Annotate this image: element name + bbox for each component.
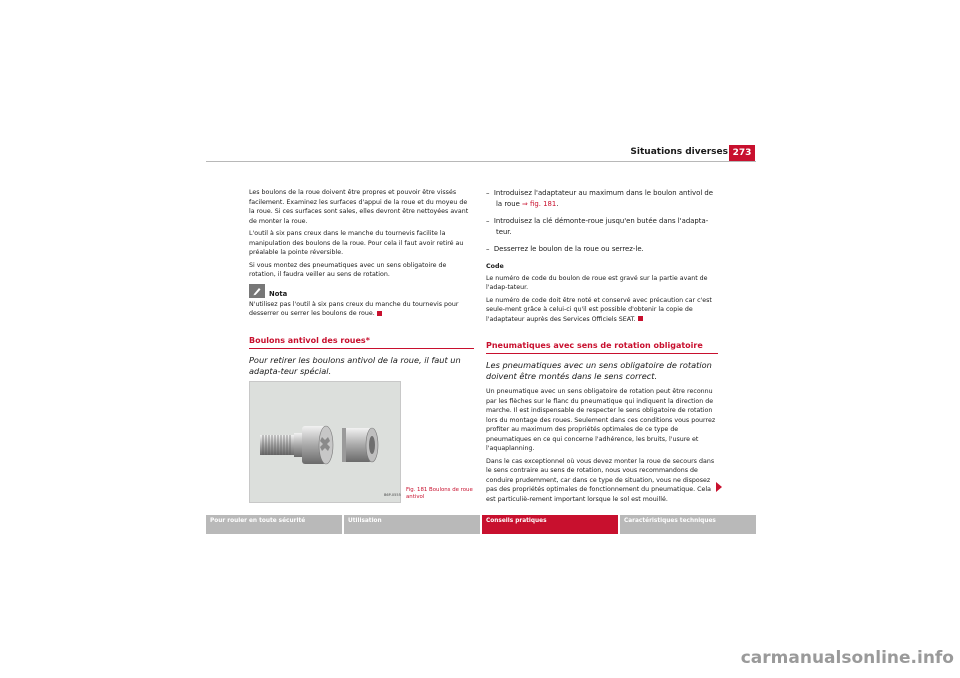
note-heading	[249, 284, 474, 298]
section-rule	[486, 353, 718, 354]
paragraph-spare-wheel: Dans le cas exceptionnel où vous devez monter la roue de secours dans le sens contraire au sens de rotation, nous vous recommandons de conduire prudemment, car dans ce type de situation, vous ne disposez pas des propriétés optimales de fonctionnement du pneumatique. Cela est particuliè-rement important lorsque le sol est mouillé.	[486, 457, 715, 503]
left-column	[249, 188, 474, 377]
tab-safety[interactable]: Pour rouler en toute sécurité	[206, 515, 342, 534]
footer-nav	[206, 515, 756, 534]
section-title-antitheft: Boulons antivol des roues*	[249, 335, 370, 345]
step-loosen-bolt: – Desserrez le boulon de la roue ou serrez-le.	[486, 245, 644, 253]
page-number: 273	[729, 145, 755, 161]
note-label: Nota	[269, 289, 288, 298]
paragraph-rotation: Si vous montez des pneumatiques avec un sens obligatoire de rotation, il faudra veiller au sens de rotation.	[249, 261, 447, 278]
paragraph-code-keep: Le numéro de code doit être noté et conservé avec précaution car c'est seule-ment grâce à celui-ci qu'il est possible d'obtenir la copie de l'adaptateur auprès des Services Officiels SEAT.	[486, 296, 712, 323]
note-text: N'utilisez pas l'outil à six pans creux du manche du tournevis pour desserrer ou serrer les boulons de roue.	[249, 300, 459, 317]
paragraph-code-engraved: Le numéro de code du boulon de roue est gravé sur la partie avant de l'adap-tateur.	[486, 274, 708, 291]
watermark: carmanualsonline.info	[740, 648, 954, 668]
section-rule	[249, 348, 474, 349]
figure-code: B6P-0555	[384, 493, 401, 497]
end-mark-icon	[377, 311, 382, 316]
paragraph-bolts-clean: Les boulons de la roue doivent être propres et pouvoir être vissés facilement. Examinez les surfaces d'appui de la roue et du moyeu de la roue. Si ces surfaces sont sales, elles devront être nettoyées avant de monter la roue.	[249, 189, 469, 225]
right-column	[486, 188, 718, 504]
tab-practical-tips[interactable]: Conseils pratiques	[482, 515, 618, 534]
section-intro-antitheft: Pour retirer les boulons antivol de la roue, il faut un adapta-teur spécial.	[249, 354, 461, 376]
step-insert-wrench: – Introduisez la clé démonte-roue jusqu'en butée dans l'adapta-teur.	[486, 217, 709, 236]
section-header-title: Situations diverses	[630, 147, 728, 157]
paragraph-hex-tool: L'outil à six pans creux dans le manche du tournevis facilite la manipulation des boulons de la roue. Pour cela il faut avoir retiré au préalable la pointe réversible.	[249, 230, 464, 256]
paragraph-directional-tyre: Un pneumatique avec un sens obligatoire de rotation peut être reconnu par les flèches sur le flanc du pneumatique qui indiquent la direction de marche. Il est indispensable de respecter le sens obligatoire de rotation lors du montage des roues. Seulement dans ces conditions vous pourrez profiter au maximum des propriétés optimales de ce type de pneumatiques en ce qui concerne l'adhérence, les bruits, l'usure et l'aquaplanning.	[486, 388, 716, 452]
antitheft-bolt-illustration	[250, 382, 400, 502]
note-icon	[249, 284, 265, 298]
end-mark-icon	[638, 316, 643, 321]
tab-operation[interactable]: Utilisation	[344, 515, 480, 534]
figure-antitheft-bolts	[249, 381, 401, 503]
section-intro-directional-tyres: Les pneumatiques avec un sens obligatoire de rotation doivent être montés dans le sens correct.	[486, 360, 712, 381]
next-page-arrow-icon[interactable]	[716, 482, 722, 492]
tab-technical-specs[interactable]: Caractéristiques techniques	[620, 515, 756, 534]
section-title-directional-tyres: Pneumatiques avec sens de rotation obligatoire	[486, 341, 703, 350]
figure-reference-link[interactable]: ⇒ fig. 181	[522, 200, 557, 208]
figure-caption: Fig. 181 Boulons de roue antivol	[406, 487, 473, 500]
header-rule	[206, 161, 756, 162]
step-insert-adapter: – Introduisez l'adaptateur au maximum dans le boulon antivol de la roue ⇒ fig. 181.	[486, 189, 714, 208]
code-heading: Code	[486, 263, 504, 270]
